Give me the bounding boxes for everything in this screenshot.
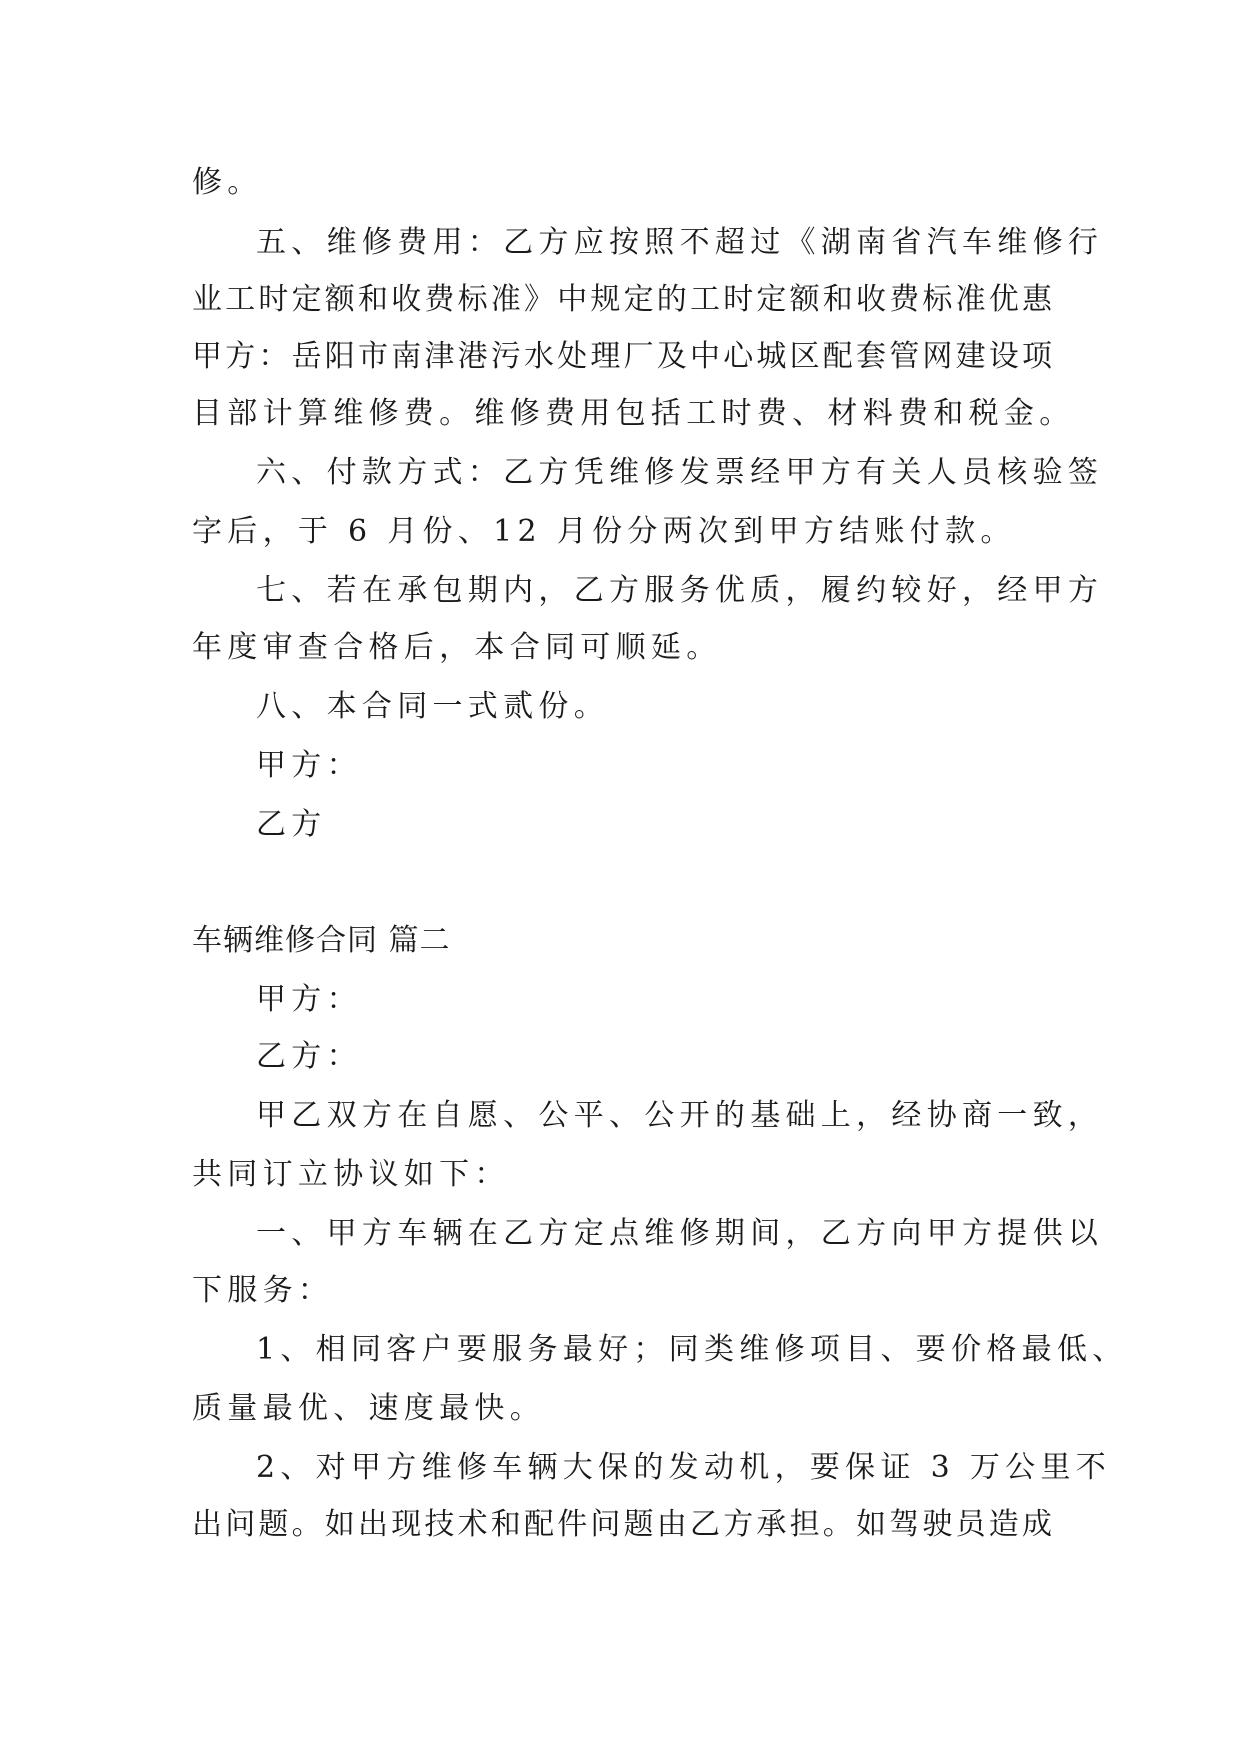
text-line: 修。 [192,165,263,200]
text-line: 八、本合同一式贰份。 [256,689,609,724]
text-line: 乙方： [256,1039,362,1074]
text-line: 七、若在承包期内，乙方服务优质，履约较好，经甲方 [256,573,1104,608]
text-line: 2、对甲方维修车辆大保的发动机，要保证 3 万公里不 [256,1450,1112,1485]
text-line: 甲乙双方在自愿、公平、公开的基础上，经协商一致， [256,1098,1104,1133]
section-heading: 车辆维修合同 篇二 [192,923,451,958]
text-line: 1、相同客户要服务最好；同类维修项目、要价格最低、 [256,1332,1128,1367]
text-line: 出问题。如出现技术和配件问题由乙方承担。如驾驶员造成 [192,1507,1056,1542]
text-line: 下服务： [192,1273,334,1308]
text-line: 乙方 [256,807,327,842]
text-line: 甲方： [256,748,362,783]
text-line: 五、维修费用：乙方应按照不超过《湖南省汽车维修行 [256,225,1104,260]
text-line: 质量最优、速度最快。 [192,1391,545,1426]
text-line: 甲方：岳阳市南津港污水处理厂及中心城区配套管网建设项 [192,339,1056,374]
text-line: 年度审查合格后，本合同可顺延。 [192,630,722,665]
text-line: 业工时定额和收费标准》中规定的工时定额和收费标准优惠 [192,282,1056,317]
text-line: 六、付款方式：乙方凭维修发票经甲方有关人员核验签 [256,455,1104,490]
text-line: 甲方： [256,982,362,1017]
text-line: 字后，于 6 月份、12 月份分两次到甲方结账付款。 [192,514,1016,549]
text-line: 共同订立协议如下： [192,1157,510,1192]
text-line: 目部计算维修费。维修费用包括工时费、材料费和税金。 [192,396,1075,431]
text-line: 一、甲方车辆在乙方定点维修期间，乙方向甲方提供以 [256,1216,1104,1251]
